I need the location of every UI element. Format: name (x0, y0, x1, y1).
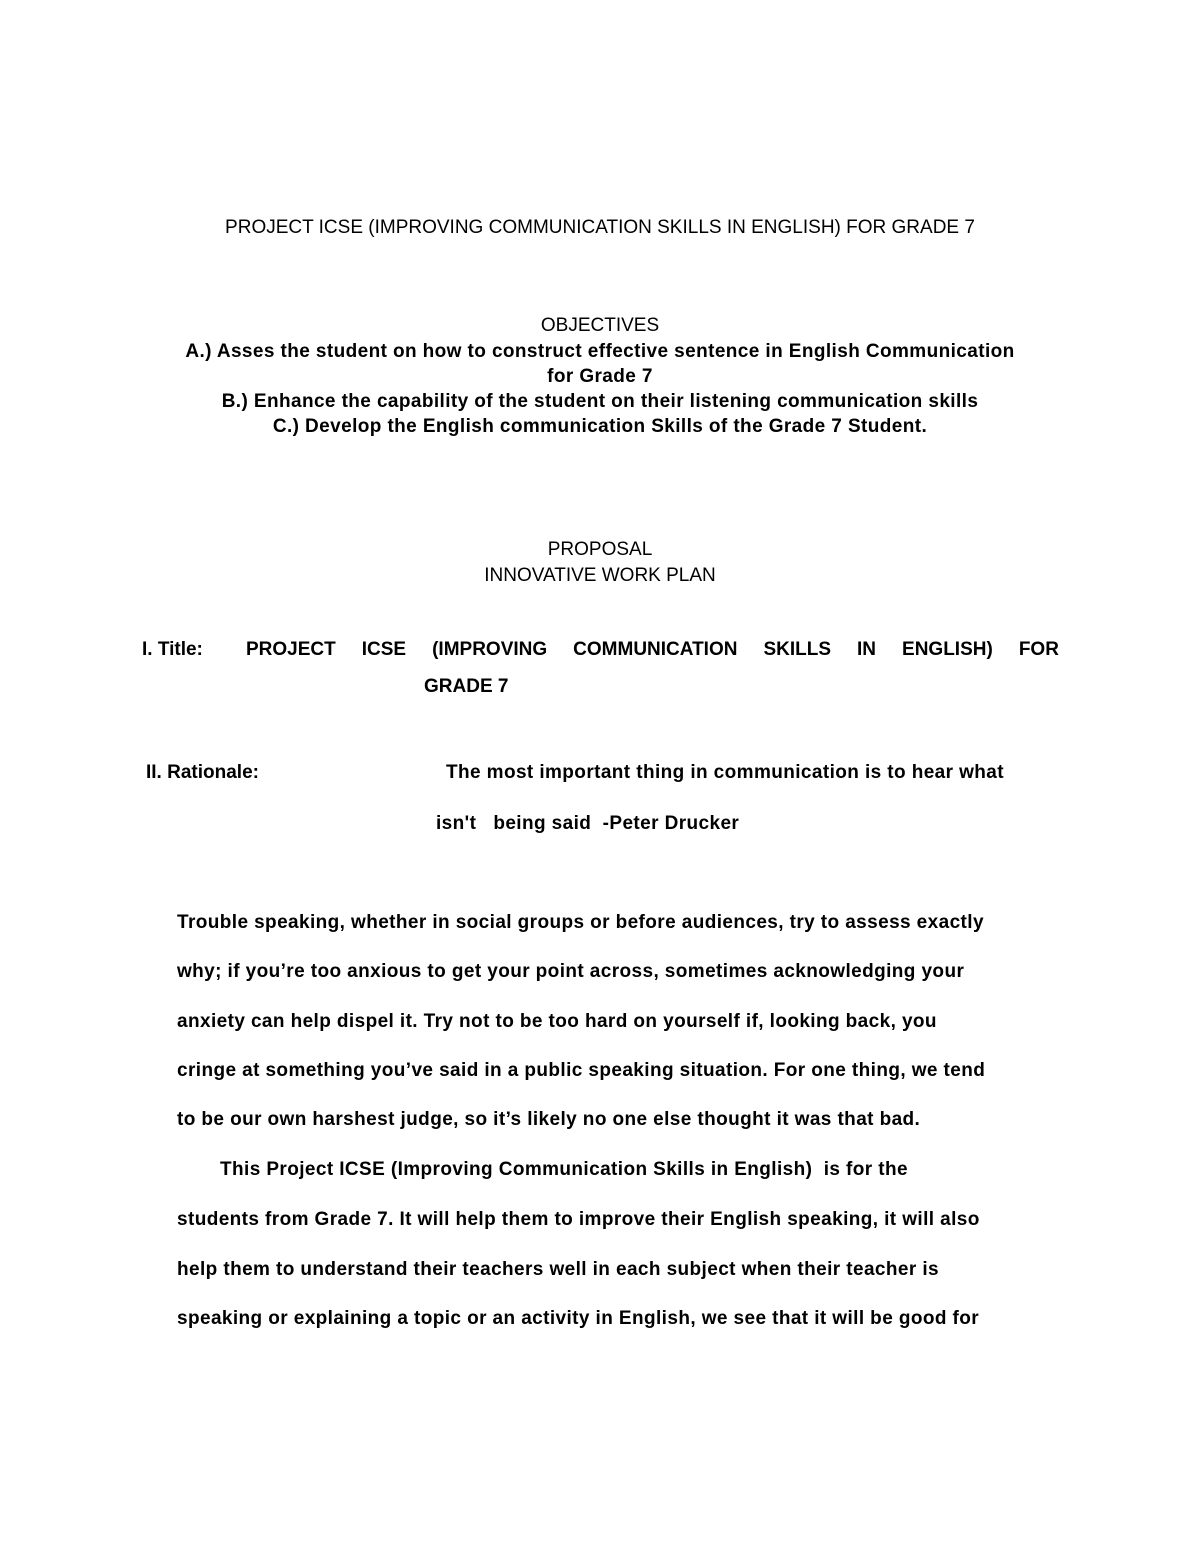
objective-a: A.) Asses the student on how to construct effective sentence in English Communication (185, 341, 1015, 362)
title-word: (IMPROVING (432, 639, 548, 660)
title-continuation: GRADE 7 (424, 676, 509, 697)
paragraph-2-line-2: students from Grade 7. It will help them to improve their English speaking, it will also (177, 1209, 980, 1230)
title-word: SKILLS (763, 639, 832, 660)
proposal-subheading: INNOVATIVE WORK PLAN (484, 565, 716, 586)
paragraph-1-line-3: anxiety can help dispel it. Try not to be too hard on yourself if, looking back, you (177, 1011, 937, 1032)
objectives-heading: OBJECTIVES (540, 315, 660, 336)
paragraph-1-line-5: to be our own harshest judge, so it’s likely no one else thought it was that bad. (177, 1109, 921, 1130)
title-word: PROJECT (246, 639, 336, 660)
rationale-quote-line-2: isn't being said -Peter Drucker (436, 813, 740, 834)
proposal-heading: PROPOSAL (547, 539, 653, 560)
objective-a-continued: for Grade 7 (547, 366, 653, 387)
paragraph-2-line-4: speaking or explaining a topic or an activity in English, we see that it will be good for (177, 1308, 980, 1329)
rationale-label: II. Rationale: (146, 762, 259, 783)
rationale-quote-line-1: The most important thing in communication is to hear what (446, 762, 1004, 783)
paragraph-2-line-3: help them to understand their teachers well in each subject when their teacher is (177, 1259, 939, 1280)
paragraph-1-line-4: cringe at something you’ve said in a public speaking situation. For one thing, we tend (177, 1060, 986, 1081)
document-title: PROJECT ICSE (IMPROVING COMMUNICATION SKILLS IN ENGLISH) FOR GRADE 7 (225, 217, 975, 238)
title-label: I. Title: (142, 639, 203, 660)
title-word: IN (857, 639, 877, 660)
paragraph-1-line-2: why; if you’re too anxious to get your point across, sometimes acknowledging your (177, 961, 965, 982)
objective-c: C.) Develop the English communication Skills of the Grade 7 Student. (272, 416, 928, 437)
paragraph-1-line-1: Trouble speaking, whether in social groups or before audiences, try to assess exactly (177, 912, 984, 933)
title-word: ENGLISH) (902, 639, 993, 660)
title-word: ICSE (361, 639, 407, 660)
title-value (246, 638, 1059, 662)
paragraph-2-line-1: This Project ICSE (Improving Communication Skills in English) is for the (220, 1159, 908, 1180)
objective-b: B.) Enhance the capability of the student on their listening communication skills (221, 391, 979, 412)
title-word: FOR (1018, 639, 1059, 660)
title-word: COMMUNICATION (573, 639, 738, 660)
